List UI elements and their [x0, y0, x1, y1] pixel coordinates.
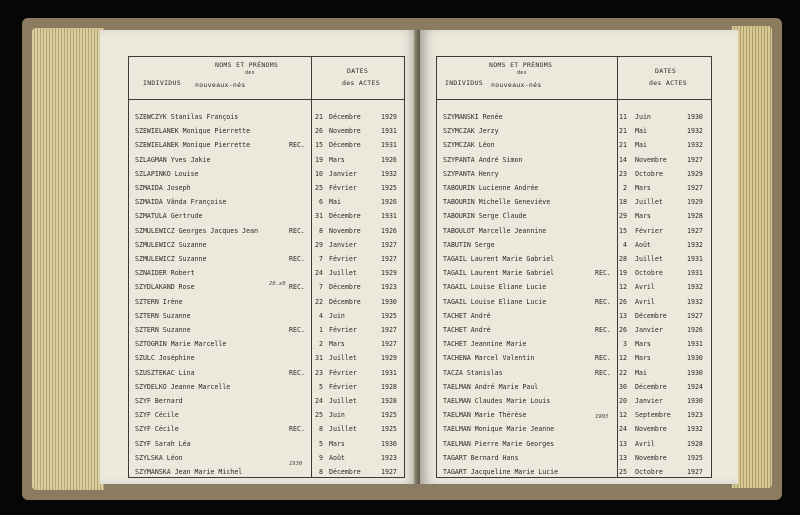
entry-rec-tag: REC.: [595, 326, 611, 334]
table-row: [129, 184, 404, 196]
entry-day: 10: [315, 169, 323, 178]
header-nouveaux-nes: nouveaux-nés: [491, 81, 542, 89]
entry-month: Février: [329, 255, 357, 263]
entry-day: 22: [315, 297, 323, 306]
entry-name: SZULC Joséphine: [135, 354, 195, 363]
entry-name: TABUTIN Serge: [443, 240, 495, 249]
entry-month: Août: [635, 240, 651, 249]
entry-month: Mars: [329, 155, 345, 164]
table-row: [129, 425, 404, 437]
entry-month: Juin: [329, 311, 345, 320]
table-row: [437, 198, 711, 210]
table-row: [437, 170, 711, 182]
entry-day: 21: [619, 127, 627, 136]
table-row: [129, 312, 404, 324]
entry-year: 1926: [381, 155, 397, 164]
entry-year: 1928: [687, 439, 703, 448]
table-row: [437, 227, 711, 239]
entry-month: Juillet: [329, 397, 357, 405]
entry-name: SZMAIDA Vânda Françoise: [135, 198, 227, 207]
table-row: [437, 283, 711, 295]
entry-day: 24: [315, 397, 323, 405]
entry-day: 6: [319, 198, 323, 207]
entry-year: 1927: [381, 255, 397, 263]
table-row: [129, 383, 404, 395]
entry-year: 1929: [687, 198, 703, 207]
entry-year: 1923: [381, 283, 397, 292]
entry-year: 1932: [687, 240, 703, 249]
header-noms: NOMS ET PRÉNOMS: [215, 61, 279, 69]
entry-year: 1929: [381, 269, 397, 278]
entry-month: Octobre: [635, 169, 663, 178]
entry-year: 1931: [687, 340, 703, 349]
entry-day: 21: [315, 113, 323, 121]
entry-day: 18: [619, 198, 627, 207]
entry-name: SZUSZTEKAC Lina: [135, 368, 195, 377]
entry-year: 1925: [381, 425, 397, 434]
entry-day: 15: [619, 226, 627, 235]
entry-day: 13: [619, 453, 627, 462]
entry-name: TAELMAN Marie Thérèse: [443, 411, 527, 420]
entry-month: Décembre: [635, 311, 667, 320]
entry-year: 1929: [381, 113, 397, 121]
entry-name: SZMATULA Gertrude: [135, 212, 203, 221]
entry-day: 21: [619, 141, 627, 150]
entry-day: 31: [315, 354, 323, 363]
entry-year: 1925: [687, 453, 703, 462]
entry-day: 12: [619, 411, 627, 420]
entry-rec-tag: REC.: [595, 354, 611, 363]
entry-name: TABOULOT Marcelle Jeannine: [443, 226, 547, 235]
entry-year: 1930: [687, 397, 703, 405]
left-page: [100, 30, 418, 484]
entry-rec-tag: REC.: [289, 326, 305, 334]
entry-name: TACHENA Marcel Valentin: [443, 354, 535, 363]
table-row: [129, 468, 404, 480]
entry-name: TACZA Stanislas: [443, 368, 503, 377]
entry-day: 29: [315, 240, 323, 249]
table-row: [437, 440, 711, 452]
table-row: [437, 113, 711, 125]
entry-day: 26: [315, 127, 323, 136]
entry-rec-tag: REC.: [289, 226, 305, 235]
entry-name: SZYPANTA Henry: [443, 169, 499, 178]
entry-month: Mars: [635, 354, 651, 363]
entry-name: SZYF Cécile: [135, 411, 179, 420]
handwritten-year-note: 1930: [289, 461, 303, 467]
entry-month: Juin: [329, 411, 345, 420]
left-register-table: [128, 56, 405, 478]
table-row: [129, 440, 404, 452]
table-row: [129, 340, 404, 352]
entry-rec-tag: REC.: [289, 141, 305, 150]
entry-day: 26: [619, 297, 627, 306]
entry-day: 5: [319, 382, 323, 391]
entry-day: 23: [315, 368, 323, 377]
entry-name: SZTERN Irène: [135, 297, 183, 306]
entry-day: 3: [623, 340, 627, 349]
entry-year: 1927: [381, 468, 397, 476]
entry-year: 1928: [381, 382, 397, 391]
entry-month: Avril: [635, 283, 655, 292]
table-row: [437, 425, 711, 437]
entry-day: 24: [619, 425, 627, 434]
entry-day: 12: [619, 283, 627, 292]
entry-name: SZYPANTA André Simon: [443, 155, 523, 164]
entry-month: Février: [329, 382, 357, 391]
entry-rec-tag: REC.: [595, 269, 611, 278]
entry-day: 8: [319, 226, 323, 235]
table-row: [129, 113, 404, 125]
entry-name: TAELMAN André Marie Paul: [443, 382, 539, 391]
entry-rec-tag: REC.: [289, 255, 305, 263]
header-dates: DATES: [347, 67, 369, 75]
entry-day: 11: [619, 113, 627, 121]
entry-month: Novembre: [329, 127, 361, 136]
table-row: [437, 326, 711, 338]
right-register-table: [436, 56, 712, 478]
entry-day: 9: [319, 453, 323, 462]
entry-month: Décembre: [329, 297, 361, 306]
entry-year: 1927: [381, 240, 397, 249]
entry-name: TAGART Jacqueline Marie Lucie: [443, 468, 559, 476]
entry-month: Février: [329, 326, 357, 334]
entry-month: Décembre: [329, 113, 361, 121]
header-dates: DATES: [655, 67, 677, 75]
entry-year: 1927: [381, 326, 397, 334]
entry-day: 8: [319, 425, 323, 434]
entry-day: 1: [319, 326, 323, 334]
entry-day: 15: [315, 141, 323, 150]
entry-month: Décembre: [635, 382, 667, 391]
entry-month: Février: [329, 184, 357, 192]
table-row: [129, 411, 404, 423]
entry-rec-tag: REC.: [595, 368, 611, 377]
entry-year: 1925: [381, 411, 397, 420]
entry-year: 1926: [687, 326, 703, 334]
table-row: [437, 212, 711, 224]
entry-month: Décembre: [329, 283, 361, 292]
entry-day: 8: [319, 468, 323, 476]
table-row: [129, 170, 404, 182]
entry-rec-tag: REC.: [595, 297, 611, 306]
entry-day: 24: [315, 269, 323, 278]
table-row: [129, 156, 404, 168]
header-des-actes: des ACTES: [649, 79, 687, 87]
table-row: [129, 326, 404, 338]
entry-year: 1930: [687, 354, 703, 363]
entry-day: 28: [619, 255, 627, 263]
entry-day: 23: [619, 169, 627, 178]
entry-name: TACHET André: [443, 326, 491, 334]
table-row: [129, 227, 404, 239]
entry-year: 1930: [381, 297, 397, 306]
entry-name: SZEWCZYK Stanilas François: [135, 113, 239, 121]
entry-year: 1932: [687, 127, 703, 136]
entry-year: 1927: [687, 226, 703, 235]
table-row: [437, 468, 711, 480]
entry-name: SZEWIELANEK Monique Pierrette: [135, 141, 251, 150]
entry-month: Avril: [635, 297, 655, 306]
entry-name: SZYF Sarah Léa: [135, 439, 191, 448]
header-des-actes: des ACTES: [342, 79, 380, 87]
table-row: [129, 354, 404, 366]
entry-day: 13: [619, 439, 627, 448]
entry-day: 19: [619, 269, 627, 278]
table-row: [437, 241, 711, 253]
header-des: des: [245, 70, 255, 76]
entry-day: 29: [619, 212, 627, 221]
entry-name: SZLAGMAN Yves Jakie: [135, 155, 211, 164]
entry-day: 31: [315, 212, 323, 221]
entry-day: 30: [619, 382, 627, 391]
table-row: [129, 141, 404, 153]
entry-year: 1930: [687, 368, 703, 377]
page-edges-right: [732, 26, 772, 488]
entry-year: 1923: [381, 453, 397, 462]
entry-month: Novembre: [329, 226, 361, 235]
entry-name: TACHET André: [443, 311, 491, 320]
entry-month: Octobre: [635, 468, 663, 476]
header-individus: INDIVIDUS: [143, 79, 181, 87]
table-row: [437, 127, 711, 139]
entry-year: 1931: [687, 255, 703, 263]
entry-month: Décembre: [329, 141, 361, 150]
entry-rec-tag: REC.: [289, 368, 305, 377]
entry-day: 19: [315, 155, 323, 164]
entry-month: Août: [329, 453, 345, 462]
entry-month: Juillet: [329, 425, 357, 434]
table-row: [437, 369, 711, 381]
entry-name: SZYF Cécile: [135, 425, 179, 434]
entry-day: 26: [619, 326, 627, 334]
entry-rec-tag: REC.: [289, 425, 305, 434]
table-row: [129, 298, 404, 310]
entry-month: Mars: [635, 340, 651, 349]
header-nouveaux-nes: nouveaux-nés: [195, 81, 246, 89]
handwritten-code-note: 20.x0: [269, 281, 286, 287]
entry-year: 1932: [687, 283, 703, 292]
entry-name: SZTOGRIN Marie Marcelle: [135, 340, 227, 349]
entry-name: TABOURIN Serge Claude: [443, 212, 527, 221]
table-row: [129, 283, 404, 295]
table-row: [437, 298, 711, 310]
entry-month: Janvier: [635, 326, 663, 334]
page-edges-left: [32, 28, 104, 490]
entry-year: 1924: [687, 382, 703, 391]
entry-year: 1928: [381, 397, 397, 405]
table-row: [437, 340, 711, 352]
table-row: [129, 269, 404, 281]
entry-month: Février: [329, 368, 357, 377]
entry-month: Mars: [635, 212, 651, 221]
header-des: des: [517, 70, 527, 76]
entry-year: 1932: [687, 297, 703, 306]
entry-month: Juillet: [635, 255, 663, 263]
entry-name: TAELMAN Claudes Marie Louis: [443, 397, 551, 405]
table-row: [129, 255, 404, 267]
entry-day: 4: [623, 240, 627, 249]
entry-day: 22: [619, 368, 627, 377]
entry-name: SZYF Bernard: [135, 397, 183, 405]
entry-name: SZEWIELANEK Monique Pierrette: [135, 127, 251, 136]
table-row: [129, 198, 404, 210]
entry-month: Décembre: [329, 212, 361, 221]
entry-month: Mai: [635, 127, 647, 136]
entry-day: 7: [319, 283, 323, 292]
entry-day: 2: [623, 184, 627, 192]
table-row: [129, 369, 404, 381]
table-row: [129, 454, 404, 466]
table-row: [437, 411, 711, 423]
entry-year: 1927: [687, 155, 703, 164]
entry-year: 1928: [687, 212, 703, 221]
table-row: [437, 354, 711, 366]
entry-day: 25: [315, 184, 323, 192]
entry-year: 1927: [381, 340, 397, 349]
entry-month: Juillet: [329, 269, 357, 278]
entry-name: SZMULEWICZ Suzanne: [135, 255, 207, 263]
table-row: [129, 212, 404, 224]
entry-day: 25: [619, 468, 627, 476]
entry-name: SZYDELKO Jeanne Marcelle: [135, 382, 231, 391]
entry-name: SZYMANSKA Jean Marie Michel: [135, 468, 243, 476]
entry-month: Janvier: [635, 397, 663, 405]
entry-name: TAELMAN Pierre Marie Georges: [443, 439, 555, 448]
entry-month: Novembre: [635, 155, 667, 164]
entry-month: Septembre: [635, 411, 671, 420]
entry-name: SZYMCZAK Jerzy: [443, 127, 499, 136]
entry-name: TAGAIL Laurent Marie Gabriel: [443, 269, 555, 278]
entry-name: TAELMAN Monique Marie Jeanne: [443, 425, 555, 434]
entry-year: 1929: [381, 354, 397, 363]
entry-day: 5: [319, 439, 323, 448]
entry-name: SZMAIDA Joseph: [135, 184, 191, 192]
table-row: [437, 184, 711, 196]
entry-year: 1927: [687, 468, 703, 476]
entry-year: 1931: [381, 212, 397, 221]
entry-year: 1927: [687, 311, 703, 320]
entry-name: SZMULEWICZ Suzanne: [135, 240, 207, 249]
entry-month: Mars: [329, 439, 345, 448]
table-row: [437, 397, 711, 409]
table-row: [129, 241, 404, 253]
entry-name: SZYMANSKI Renée: [443, 113, 503, 121]
entry-day: 2: [319, 340, 323, 349]
header-noms: NOMS ET PRÉNOMS: [489, 61, 553, 69]
entry-month: Novembre: [635, 425, 667, 434]
entry-month: Mars: [635, 184, 651, 192]
entry-name: SZTERN Suzanne: [135, 311, 191, 320]
entry-month: Avril: [635, 439, 655, 448]
entry-name: SZYMCZAK Léon: [443, 141, 495, 150]
entry-year: 1926: [381, 198, 397, 207]
entry-day: 4: [319, 311, 323, 320]
handwritten-code-note: 1903: [595, 414, 609, 420]
entry-year: 1932: [687, 141, 703, 150]
entry-rec-tag: REC.: [289, 283, 305, 292]
entry-year: 1923: [687, 411, 703, 420]
entry-year: 1930: [381, 439, 397, 448]
right-table-header: [437, 57, 711, 100]
entry-name: TAGAIL Laurent Marie Gabriel: [443, 255, 555, 263]
left-table-header: [129, 57, 404, 100]
entry-month: Mars: [329, 340, 345, 349]
entry-year: 1925: [381, 311, 397, 320]
entry-day: 7: [319, 255, 323, 263]
entry-name: SZYLSKA Léon: [135, 453, 183, 462]
entry-month: Janvier: [329, 240, 357, 249]
entry-month: Juin: [635, 113, 651, 121]
entry-day: 13: [619, 311, 627, 320]
entry-year: 1931: [381, 368, 397, 377]
entry-name: TACHET Jeannine Marie: [443, 340, 527, 349]
entry-month: Mai: [635, 368, 647, 377]
table-row: [437, 269, 711, 281]
entry-month: Janvier: [329, 169, 357, 178]
entry-name: SZYDLAKAND Rose: [135, 283, 195, 292]
entry-month: Décembre: [329, 468, 361, 476]
header-individus: INDIVIDUS: [445, 79, 483, 87]
entry-month: Mai: [329, 198, 341, 207]
table-row: [437, 312, 711, 324]
table-row: [437, 255, 711, 267]
entry-year: 1925: [381, 184, 397, 192]
entry-year: 1929: [687, 169, 703, 178]
entry-name: TAGAIL Louise Eliane Lucie: [443, 297, 547, 306]
entry-name: TABOURIN Lucienne Andrée: [443, 184, 539, 192]
table-row: [437, 454, 711, 466]
entry-name: TAGAIL Louise Eliane Lucie: [443, 283, 547, 292]
entry-year: 1931: [381, 127, 397, 136]
table-row: [129, 397, 404, 409]
entry-year: 1931: [687, 269, 703, 278]
entry-year: 1932: [381, 169, 397, 178]
entry-day: 25: [315, 411, 323, 420]
entry-name: SZNAIDER Robert: [135, 269, 195, 278]
entry-day: 12: [619, 354, 627, 363]
entry-year: 1927: [687, 184, 703, 192]
entry-name: TABOURIN Michelle Geneviève: [443, 198, 551, 207]
entry-year: 1931: [381, 141, 397, 150]
entry-name: TAGART Bernard Hans: [443, 453, 519, 462]
entry-name: SZLAPINKO Louise: [135, 169, 199, 178]
entry-month: Octobre: [635, 269, 663, 278]
table-row: [437, 156, 711, 168]
entry-month: Juillet: [329, 354, 357, 363]
table-row: [129, 127, 404, 139]
entry-year: 1932: [687, 425, 703, 434]
entry-year: 1930: [687, 113, 703, 121]
entry-month: Février: [635, 226, 663, 235]
entry-name: SZTERN Suzanne: [135, 326, 191, 334]
table-row: [437, 141, 711, 153]
entry-day: 20: [619, 397, 627, 405]
entry-name: SZMULEWICZ Georges Jacques Jean: [135, 226, 259, 235]
entry-month: Juillet: [635, 198, 663, 207]
entry-day: 14: [619, 155, 627, 164]
entry-month: Novembre: [635, 453, 667, 462]
right-page: [420, 30, 738, 484]
entry-year: 1926: [381, 226, 397, 235]
entry-month: Mai: [635, 141, 647, 150]
table-row: [437, 383, 711, 395]
